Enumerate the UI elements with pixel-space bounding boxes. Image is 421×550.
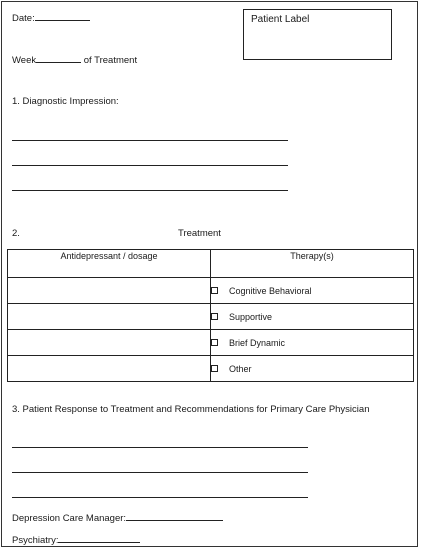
week-row: [12, 53, 137, 66]
table-row: [8, 278, 414, 304]
patient-label-box: [243, 9, 392, 60]
date-row: [12, 11, 90, 24]
date-label: Date:: [12, 13, 35, 24]
section3-title: 3. Patient Response to Treatment and Recommendations for Primary Care Physician: [12, 404, 370, 415]
week-field[interactable]: [36, 53, 81, 63]
response-line-3[interactable]: [12, 497, 308, 498]
therapy-option-supportive: [211, 304, 414, 330]
table-row: [8, 304, 414, 330]
therapy-header: Therapy(s): [211, 250, 414, 278]
checkbox-icon[interactable]: [211, 287, 218, 294]
table-row: [8, 330, 414, 356]
antidepressant-cell-3[interactable]: [8, 330, 211, 356]
care-manager-label: Depression Care Manager:: [12, 513, 127, 524]
table-row: [8, 356, 414, 382]
care-manager-field[interactable]: [126, 511, 223, 521]
section1-title: 1. Diagnostic Impression:: [12, 96, 119, 107]
therapy-option-other: [211, 356, 414, 382]
care-manager-row: [12, 511, 223, 524]
antidepressant-cell-1[interactable]: [8, 278, 211, 304]
antidepressant-cell-4[interactable]: [8, 356, 211, 382]
diagnostic-line-1[interactable]: [12, 140, 288, 141]
checkbox-icon[interactable]: [211, 365, 218, 372]
week-label: Week: [12, 55, 37, 66]
section2-title: Treatment: [178, 228, 221, 239]
table-header-row: [8, 250, 414, 278]
patient-label-text: Patient Label: [251, 14, 310, 25]
psychiatry-field[interactable]: [58, 533, 140, 543]
treatment-table: [7, 249, 414, 382]
therapy-option-label: Cognitive Behavioral: [229, 285, 312, 296]
checkbox-icon[interactable]: [211, 313, 218, 320]
therapy-option-brief-dynamic: [211, 330, 414, 356]
week-suffix: of Treatment: [83, 55, 138, 66]
checkbox-icon[interactable]: [211, 339, 218, 346]
diagnostic-line-3[interactable]: [12, 190, 288, 191]
antidepressant-cell-2[interactable]: [8, 304, 211, 330]
diagnostic-line-2[interactable]: [12, 165, 288, 166]
therapy-option-cognitive: [211, 278, 414, 304]
therapy-option-label: Other: [229, 363, 252, 374]
psychiatry-label: Psychiatry:: [12, 535, 59, 546]
response-line-2[interactable]: [12, 472, 308, 473]
therapy-option-label: Supportive: [229, 311, 273, 322]
psychiatry-row: [12, 533, 140, 546]
therapy-option-label: Brief Dynamic: [229, 337, 286, 348]
response-line-1[interactable]: [12, 447, 308, 448]
section2-number: 2.: [12, 228, 20, 239]
antidepressant-header: Antidepressant / dosage: [8, 250, 211, 278]
date-field[interactable]: [35, 11, 90, 21]
